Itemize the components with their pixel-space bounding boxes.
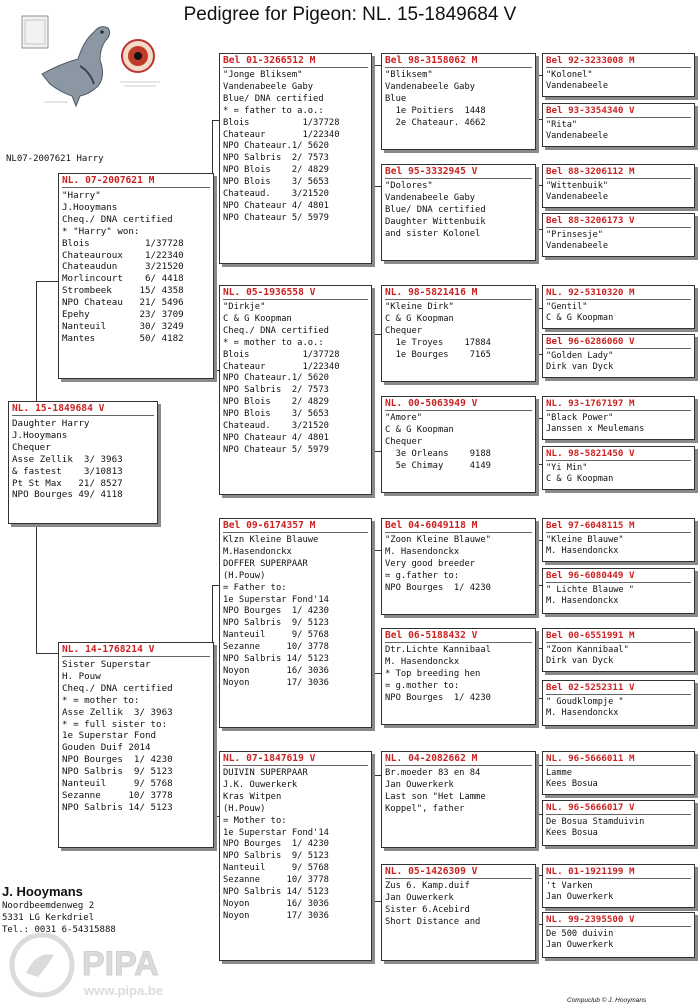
card-line: Blue bbox=[385, 93, 407, 104]
card-line: Nanteuil 30/ 3249 bbox=[62, 320, 184, 332]
ring-number: Bel 95-3332945 V bbox=[385, 166, 532, 179]
card-line: Jan Ouwerkerk bbox=[546, 940, 614, 951]
card-line: Chequer bbox=[385, 436, 423, 447]
card-line: "Zoon Kannibaal" bbox=[546, 645, 629, 655]
card-line: Epehy 23/ 3709 bbox=[62, 309, 184, 321]
card-line: " Goudklompje " bbox=[546, 697, 624, 707]
pedigree-card-g5-9 bbox=[542, 518, 695, 562]
card-line: NPO Bourges 1/ 4230 bbox=[385, 582, 491, 593]
card-line: Chateaur 1/22340 bbox=[223, 361, 340, 372]
card-line: Janssen x Meulemans bbox=[546, 424, 645, 435]
ring-number: NL. 07-2007621 M bbox=[62, 175, 210, 188]
card-line: Noyon 17/ 3036 bbox=[223, 910, 329, 921]
card-line: "Harry" bbox=[62, 190, 101, 201]
ring-number: NL. 92-5310320 M bbox=[546, 287, 691, 300]
pedigree-card-ss bbox=[219, 53, 372, 264]
card-line: "Golden Lady" bbox=[546, 351, 614, 361]
card-line: "Wittenbuik" bbox=[546, 181, 609, 191]
card-line: * = mother to: bbox=[62, 694, 140, 706]
card-line: Vandenabeele Gaby bbox=[385, 192, 476, 203]
card-line: M. Hasendonckx bbox=[385, 546, 460, 557]
card-line: Asse Zellik 3/ 3963 bbox=[62, 706, 173, 718]
card-line: NPO Bourges 1/ 4230 bbox=[385, 692, 491, 703]
watermark-url: www.pipa.be bbox=[84, 983, 163, 998]
ring-number: Bel 01-3266512 M bbox=[223, 55, 368, 68]
card-line: Kees Bosua bbox=[546, 779, 598, 790]
connector-line bbox=[36, 513, 63, 654]
pedigree-card-g5-7 bbox=[542, 396, 695, 440]
card-line: NPO Bourges 1/ 4230 bbox=[223, 839, 329, 850]
card-line: Cheq./ DNA certified bbox=[223, 325, 329, 336]
card-line: 1e Superstar Fond bbox=[62, 730, 157, 742]
card-line: Chateaud. 3/21520 bbox=[223, 189, 329, 200]
pedigree-card-g5-2 bbox=[542, 103, 695, 147]
card-line: Chateauroux 1/22340 bbox=[62, 249, 184, 261]
card-line: J.Hooymans bbox=[12, 429, 68, 441]
card-line: "Dolores" bbox=[385, 181, 433, 191]
card-line: NPO Salbris 2/ 7573 bbox=[223, 153, 329, 164]
card-line: Sister Superstar bbox=[62, 659, 151, 670]
pedigree-card-g5-6 bbox=[542, 334, 695, 378]
breeder-city: 5331 LG Kerkdriel bbox=[2, 913, 95, 923]
pedigree-card-g5-12 bbox=[542, 680, 695, 726]
card-line: NPO Salbris 2/ 7573 bbox=[223, 385, 329, 396]
card-line: Nanteuil 9/ 5768 bbox=[223, 863, 329, 874]
pedigree-card-sd bbox=[219, 285, 372, 495]
card-line: Koppel", father bbox=[385, 803, 465, 814]
card-line: Jan Ouwerkerk bbox=[385, 779, 454, 790]
pedigree-card-g5-8 bbox=[542, 446, 695, 490]
card-line: Sezanne 10/ 3778 bbox=[62, 789, 173, 801]
pedigree-card-g5-11 bbox=[542, 628, 695, 672]
card-line: Asse Zellik 3/ 3963 bbox=[12, 453, 123, 465]
card-line: C & G Koopman bbox=[223, 313, 292, 324]
card-line: Strombeek 15/ 4358 bbox=[62, 285, 184, 297]
card-line: Mantes 50/ 4182 bbox=[62, 332, 184, 344]
card-line: 5e Chimay 4149 bbox=[385, 460, 491, 471]
pigeon-logo-image bbox=[20, 14, 170, 109]
card-line: NPO Chateaur 4/ 4801 bbox=[223, 432, 329, 443]
card-line: NPO Salbris 9/ 5123 bbox=[223, 618, 329, 629]
card-line: Morlincourt 6/ 4418 bbox=[62, 273, 184, 285]
ring-number: Bel 97-6048115 M bbox=[546, 520, 691, 533]
ring-number: Bel 92-3233008 M bbox=[546, 55, 691, 68]
card-line: 't Varken bbox=[546, 881, 593, 891]
card-line: " Lichte Blauwe " bbox=[546, 585, 634, 595]
pedigree-card-g5-5 bbox=[542, 285, 695, 329]
card-line: Vandenabeele bbox=[546, 81, 609, 92]
card-line: NPO Salbris 14/ 5123 bbox=[223, 654, 329, 665]
card-line: & fastest 3/10813 bbox=[12, 465, 123, 477]
card-line: Daughter Harry bbox=[12, 418, 90, 429]
pigeon-photo-thumb bbox=[22, 16, 48, 48]
card-line: "Yi Min" bbox=[546, 463, 588, 473]
card-line: Cheq./ DNA certified bbox=[62, 682, 173, 694]
card-line: NPO Bourges 49/ 4118 bbox=[12, 489, 123, 501]
card-line: Kees Bosua bbox=[546, 828, 598, 839]
card-line: Lamme bbox=[546, 768, 572, 778]
card-line: NPO Salbris 9/ 5123 bbox=[223, 851, 329, 862]
ring-number: NL. 04-2082662 M bbox=[385, 753, 532, 766]
ring-number: Bel 00-6551991 M bbox=[546, 630, 691, 643]
card-line: Daughter Wittenbuik bbox=[385, 216, 486, 227]
card-line: Last son "Het Lamme bbox=[385, 791, 486, 802]
card-line: Blois 1/37728 bbox=[62, 237, 184, 249]
card-line: J.Hooymans bbox=[62, 201, 118, 213]
card-line: "Gentil" bbox=[546, 302, 588, 312]
card-line: M. Hasendonckx bbox=[546, 546, 619, 557]
card-line: De 500 duivin bbox=[546, 929, 614, 939]
card-line: * Top breeding hen bbox=[385, 668, 481, 679]
ring-number: NL. 99-2395500 V bbox=[546, 914, 691, 927]
card-line: Vandenabeele Gaby bbox=[223, 81, 314, 92]
pedigree-card-g5-1 bbox=[542, 53, 695, 97]
ring-number: Bel 88-3206112 M bbox=[546, 166, 691, 179]
card-line: and sister Kolonel bbox=[385, 228, 481, 239]
card-line: Chateaudun 3/21520 bbox=[62, 261, 184, 273]
card-line: C & G Koopman bbox=[385, 313, 454, 324]
card-line: Cheq./ DNA certified bbox=[62, 213, 173, 225]
pedigree-card-g5-15 bbox=[542, 864, 695, 908]
card-line: "Rita" bbox=[546, 120, 578, 130]
pedigree-card-sds bbox=[381, 285, 536, 382]
card-line: * = full sister to: bbox=[62, 718, 168, 730]
card-line: NPO Chateaur 5/ 5979 bbox=[223, 212, 329, 223]
card-line: 1e Superstar Fond'14 bbox=[223, 827, 329, 838]
card-line: M. Hasendonckx bbox=[385, 656, 460, 667]
ring-number: NL. 93-1767197 M bbox=[546, 398, 691, 411]
pedigree-card-dds bbox=[381, 751, 536, 848]
ring-number: NL. 98-5821450 V bbox=[546, 448, 691, 461]
card-line: M.Hasendonckx bbox=[223, 546, 292, 557]
card-line: "Prinsesje" bbox=[546, 230, 603, 240]
card-line: Nanteuil 9/ 5768 bbox=[62, 778, 173, 790]
card-line: Jan Ouwerkerk bbox=[385, 892, 454, 903]
pedigree-card-dd bbox=[219, 751, 372, 961]
card-line: Jan Ouwerkerk bbox=[546, 892, 614, 903]
pedigree-card-ds bbox=[219, 518, 372, 728]
card-line: NPO Salbris 9/ 5123 bbox=[62, 766, 173, 778]
card-line: De Bosua Stamduivin bbox=[546, 817, 645, 827]
card-line: DOFFER SUPERPAAR bbox=[223, 558, 308, 569]
card-line: DUIVIN SUPERPAAR bbox=[223, 768, 308, 778]
card-line: Chequer bbox=[385, 325, 423, 336]
card-line: Sezanne 10/ 3778 bbox=[223, 875, 329, 886]
pedigree-card-g5-14 bbox=[542, 800, 695, 846]
ring-number: NL. 01-1921199 M bbox=[546, 866, 691, 879]
pipa-watermark bbox=[8, 925, 208, 1005]
pedigree-card-subject bbox=[8, 401, 158, 524]
card-line: C & G Koopman bbox=[546, 474, 614, 485]
card-line: NPO Chateau 21/ 5496 bbox=[62, 297, 184, 309]
card-line: Dirk van Dyck bbox=[546, 656, 614, 667]
card-line: "Kolonel" bbox=[546, 70, 593, 80]
card-line: Noyon 16/ 3036 bbox=[223, 665, 329, 676]
ring-number: NL. 96-5666017 V bbox=[546, 802, 691, 815]
card-line: 1e Poitiers 1448 bbox=[385, 105, 486, 116]
card-line: Sezanne 10/ 3778 bbox=[223, 642, 329, 653]
card-line: Klzn Kleine Blauwe bbox=[223, 535, 319, 545]
pigeon-silhouette bbox=[42, 27, 110, 106]
card-line: Blue/ DNA certified bbox=[385, 204, 486, 215]
card-line: NPO Chateaur.1/ 5620 bbox=[223, 141, 329, 152]
breeder-address: Noordbeemdenweg 2 bbox=[2, 901, 95, 911]
card-line: Dirk van Dyck bbox=[546, 362, 614, 373]
card-line: NPO Blois 3/ 5653 bbox=[223, 409, 329, 420]
card-line: H. Pouw bbox=[62, 670, 101, 682]
card-line: NPO Salbris 14/ 5123 bbox=[223, 887, 329, 898]
ring-number: NL. 05-1936558 V bbox=[223, 287, 368, 300]
card-line: = g.father to: bbox=[385, 570, 460, 581]
card-line: Vandenabeele bbox=[546, 241, 609, 252]
ring-number: NL. 07-1847619 V bbox=[223, 753, 368, 766]
ring-number: Bel 98-3158062 M bbox=[385, 55, 532, 68]
card-line: Vandenabeele Gaby bbox=[385, 81, 476, 92]
pedigree-card-sire bbox=[58, 173, 214, 379]
reference-line: NL07-2007621 Harry bbox=[6, 154, 104, 164]
card-line: 2e Chateaur. 4662 bbox=[385, 117, 486, 128]
card-line: NPO Chateaur.1/ 5620 bbox=[223, 373, 329, 384]
card-line: Pt St Max 21/ 8527 bbox=[12, 477, 123, 489]
card-line: Br.moeder 83 en 84 bbox=[385, 768, 481, 778]
card-line: "Jonge Bliksem" bbox=[223, 70, 303, 80]
breeder-phone: Tel.: 0031 6-54315888 bbox=[2, 925, 116, 935]
pedigree-card-ssd bbox=[381, 164, 536, 261]
card-line: "Black Power" bbox=[546, 413, 614, 423]
card-line: Short Distance and bbox=[385, 916, 481, 927]
card-line: 1e Bourges 7165 bbox=[385, 349, 491, 360]
card-line: 3e Orleans 9188 bbox=[385, 448, 491, 459]
ring-number: Bel 88-3206173 V bbox=[546, 215, 691, 228]
card-line: NPO Blois 2/ 4829 bbox=[223, 165, 329, 176]
card-line: Sister 6.Acebird bbox=[385, 904, 470, 915]
card-line: "Kleine Dirk" bbox=[385, 302, 454, 312]
pedigree-card-sdd bbox=[381, 396, 536, 493]
card-line: Chequer bbox=[12, 441, 51, 453]
card-line: Blue/ DNA certified bbox=[223, 93, 324, 104]
card-line: Very good breeder bbox=[385, 558, 476, 569]
card-line: Blois 1/37728 bbox=[223, 349, 340, 360]
ring-number: NL. 00-5063949 V bbox=[385, 398, 532, 411]
card-line: Kras Witpen bbox=[223, 791, 282, 802]
card-line: Noyon 17/ 3036 bbox=[223, 677, 329, 688]
pedigree-card-dam bbox=[58, 642, 214, 848]
ring-number: Bel 02-5252311 V bbox=[546, 682, 691, 695]
card-line: (H.Pouw) bbox=[223, 570, 266, 581]
ring-number: NL. 15-1849684 V bbox=[12, 403, 154, 416]
card-line: = g.mother to: bbox=[385, 680, 460, 691]
breeder-name: J. Hooymans bbox=[2, 884, 83, 899]
pedigree-card-g5-4 bbox=[542, 213, 695, 257]
watermark-text: PIPA bbox=[82, 945, 159, 983]
footer-credit: Compuclub © J. Hooymans bbox=[567, 997, 647, 1004]
card-line: Noyon 16/ 3036 bbox=[223, 898, 329, 909]
pedigree-card-g5-3 bbox=[542, 164, 695, 208]
card-line: M. Hasendonckx bbox=[546, 596, 619, 607]
card-line: "Kleine Blauwe" bbox=[546, 535, 624, 545]
card-line: NPO Blois 2/ 4829 bbox=[223, 397, 329, 408]
ring-number: NL. 05-1426309 V bbox=[385, 866, 532, 879]
card-line: M. Hasendonckx bbox=[546, 708, 619, 719]
card-line: Gouden Duif 2014 bbox=[62, 742, 151, 754]
card-line: * = mother to a.o.: bbox=[223, 337, 324, 348]
card-line: Vandenabeele bbox=[546, 192, 609, 203]
ring-number: Bel 09-6174357 M bbox=[223, 520, 368, 533]
card-line: * = father to a.o.: bbox=[223, 105, 324, 116]
card-line: Nanteuil 9/ 5768 bbox=[223, 630, 329, 641]
card-line: NPO Bourges 1/ 4230 bbox=[62, 754, 173, 766]
card-line: Zus 6. Kamp.duif bbox=[385, 881, 470, 891]
ring-number: NL. 98-5821416 M bbox=[385, 287, 532, 300]
pedigree-card-dsd bbox=[381, 628, 536, 725]
card-line: 1e Troyes 17884 bbox=[385, 337, 491, 348]
ring-number: Bel 06-5188432 V bbox=[385, 630, 532, 643]
pedigree-card-ddd bbox=[381, 864, 536, 961]
ring-number: Bel 96-6080449 V bbox=[546, 570, 691, 583]
ring-number: NL. 14-1768214 V bbox=[62, 644, 210, 657]
ring-number: Bel 04-6049118 M bbox=[385, 520, 532, 533]
card-line: "Bliksem" bbox=[385, 70, 433, 80]
ring-number: Bel 96-6286060 V bbox=[546, 336, 691, 349]
card-line: Chateaud. 3/21520 bbox=[223, 421, 329, 432]
pedigree-card-g5-16 bbox=[542, 912, 695, 958]
card-line: "Amore" bbox=[385, 413, 423, 423]
pedigree-card-g5-13 bbox=[542, 751, 695, 795]
card-line: Vandenabeele bbox=[546, 131, 609, 142]
card-line: C & G Koopman bbox=[546, 313, 614, 324]
card-line: NPO Blois 3/ 5653 bbox=[223, 177, 329, 188]
pedigree-card-sss bbox=[381, 53, 536, 150]
card-line: Dtr.Lichte Kannibaal bbox=[385, 645, 491, 655]
card-line: NPO Salbris 14/ 5123 bbox=[62, 801, 173, 813]
card-line: Chateaur 1/22340 bbox=[223, 129, 340, 140]
card-line: NPO Chateaur 5/ 5979 bbox=[223, 444, 329, 455]
card-line: J.K. Ouwerkerk bbox=[223, 779, 298, 790]
card-line: C & G Koopman bbox=[385, 424, 454, 435]
card-line: "Zoon Kleine Blauwe" bbox=[385, 535, 491, 545]
card-line: = Mother to: bbox=[223, 815, 287, 826]
card-line: "Dirkje" bbox=[223, 302, 266, 312]
pedigree-card-dss bbox=[381, 518, 536, 615]
card-line: = Father to: bbox=[223, 582, 287, 593]
card-line: NPO Chateaur 4/ 4801 bbox=[223, 200, 329, 211]
page-title: Pedigree for Pigeon: NL. 15-1849684 V bbox=[183, 4, 517, 25]
card-line: NPO Bourges 1/ 4230 bbox=[223, 606, 329, 617]
ring-number: Bel 93-3354340 V bbox=[546, 105, 691, 118]
ring-number: NL. 96-5666011 M bbox=[546, 753, 691, 766]
card-line: Blois 1/37728 bbox=[223, 117, 340, 128]
card-line: 1e Superstar Fond'14 bbox=[223, 594, 329, 605]
pedigree-card-g5-10 bbox=[542, 568, 695, 614]
card-line: (H.Pouw) bbox=[223, 803, 266, 814]
card-line: * "Harry" won: bbox=[62, 225, 140, 237]
